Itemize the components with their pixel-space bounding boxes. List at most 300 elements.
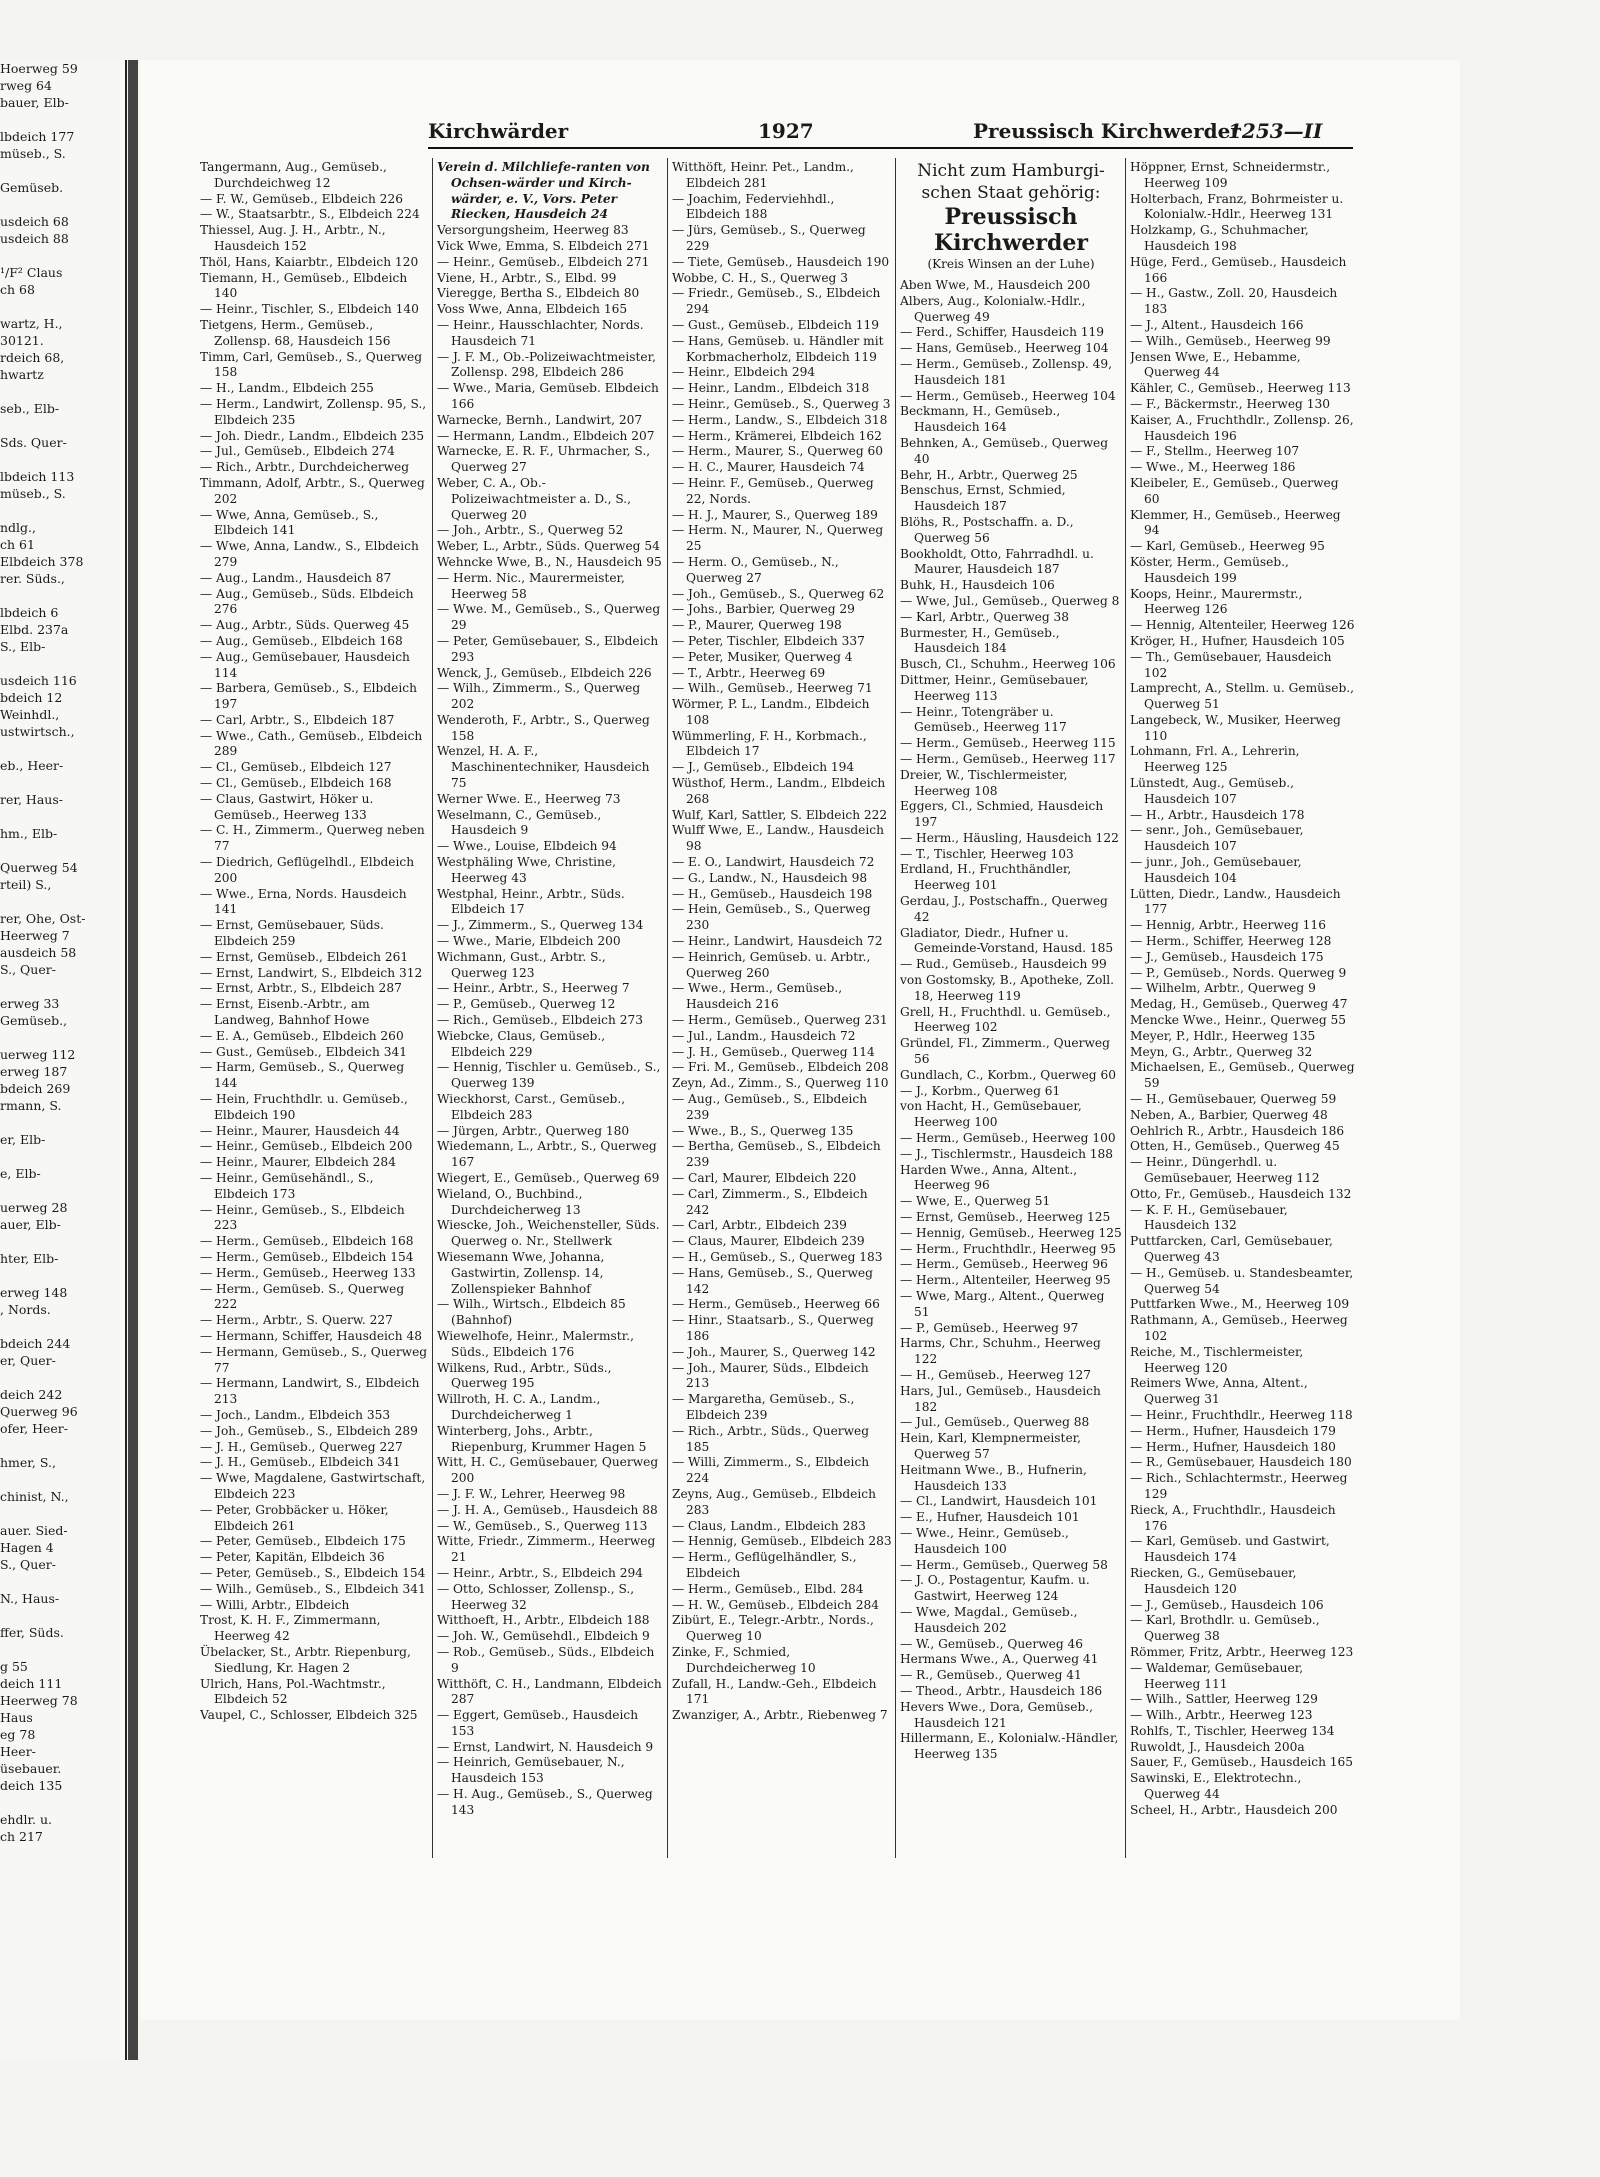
directory-entry: Wulf, Karl, Sattler, S. Elbdeich 222	[672, 807, 888, 822]
directory-entry: Gundlach, C., Korbm., Querweg 60	[900, 1067, 1116, 1082]
directory-entry: Wüsthof, Herm., Landm., Elbdeich 268	[672, 776, 886, 806]
directory-entry: — T., Arbtr., Heerweg 69	[672, 665, 826, 680]
directory-entry: — senr., Joh., Gemüsebauer, Hausdeich 107	[1130, 823, 1304, 854]
directory-entry: Römmer, Fritz, Arbtr., Heerweg 123	[1130, 1644, 1354, 1659]
directory-entry: — Willi, Arbtr., Elbdeich	[200, 1597, 350, 1612]
column-rule	[667, 158, 668, 1858]
strip-line: deich 135	[0, 1778, 63, 1793]
directory-entry: — C. H., Zimmerm., Querweg neben 77	[200, 823, 425, 854]
strip-line: deich 242	[0, 1387, 63, 1402]
directory-entry: — Hans, Gemüseb., S., Querweg 142	[672, 1265, 873, 1296]
strip-line: bauer, Elb-	[0, 95, 69, 110]
directory-entry: — R., Gemüseb., Querweg 41	[900, 1668, 1082, 1683]
directory-entry: — Herm. N., Maurer, N., Querweg 25	[672, 523, 884, 554]
directory-entry: — H., Gemüsebauer, Querweg 59	[1130, 1092, 1337, 1107]
strip-line: hmer, S.,	[0, 1455, 56, 1470]
directory-entry: — Heinr., Elbdeich 294	[672, 365, 816, 380]
strip-line: deich 111	[0, 1676, 63, 1691]
strip-line	[0, 196, 125, 213]
directory-entry: — Herm., Gemüseb., Heerweg 96	[900, 1257, 1108, 1272]
directory-entry: — Herm., Schiffer, Heerweg 128	[1130, 934, 1332, 949]
directory-entry: — Karl, Brothdlr. u. Gemüseb., Querweg 38	[1130, 1613, 1320, 1644]
directory-entry: Behr, H., Arbtr., Querweg 25	[900, 467, 1078, 482]
directory-entry: — Herm., Gemüseb., Heerweg 100	[900, 1131, 1116, 1146]
directory-entry: — Friedr., Gemüseb., S., Elbdeich 294	[672, 286, 881, 317]
strip-line: bdeich 12	[0, 690, 63, 705]
directory-entry: Witthoeft, H., Arbtr., Elbdeich 188	[437, 1613, 650, 1628]
directory-entry: — Aug., Gemüsebauer, Hausdeich 114	[200, 649, 410, 680]
directory-entry: Wiebcke, Claus, Gemüseb., Elbdeich 229	[437, 1028, 606, 1059]
directory-entry: — Heinrich, Gemüseb. u. Arbtr., Querweg 260	[672, 949, 871, 980]
directory-entry: — Gust., Gemüseb., Elbdeich 119	[672, 317, 879, 332]
strip-line	[0, 842, 125, 859]
directory-entry: — Joh., Maurer, Süds., Elbdeich 213	[672, 1360, 869, 1391]
strip-line: g 55	[0, 1659, 28, 1674]
directory-entry: Wichmann, Gust., Arbtr. S., Querweg 123	[437, 949, 606, 980]
strip-line: hm., Elb-	[0, 826, 58, 841]
directory-entry: Reiche, M., Tischlermeister, Heerweg 120	[1130, 1344, 1304, 1375]
directory-entry: Scheel, H., Arbtr., Hausdeich 200	[1130, 1802, 1338, 1817]
directory-entry: Timmann, Adolf, Arbtr., S., Querweg 202	[200, 475, 425, 506]
directory-entry: — P., Gemüseb., Querweg 12	[437, 997, 616, 1012]
directory-entry: — Karl, Gemüseb., Heerweg 95	[1130, 539, 1325, 554]
directory-entry: — Rich., Arbtr., Durchdeicherweg	[200, 460, 410, 475]
section-title-2: Kirchwerder	[934, 230, 1088, 256]
strip-line: erweg 148	[0, 1285, 68, 1300]
directory-entry: Aben Wwe, M., Hausdeich 200	[900, 278, 1091, 292]
directory-entry: Kröger, H., Hufner, Hausdeich 105	[1130, 633, 1345, 648]
directory-entry: — Ernst, Eisenb.-Arbtr., am Landweg, Bahnhof Howe	[200, 997, 370, 1028]
strip-line	[0, 1573, 125, 1590]
strip-line: rer, Haus-	[0, 792, 63, 807]
page-header	[428, 117, 1353, 149]
strip-line: Elbd. 237a	[0, 622, 69, 637]
strip-line: auer, Elb-	[0, 1217, 61, 1232]
strip-line	[0, 1437, 125, 1454]
directory-entry: — Rob., Gemüseb., Süds., Elbdeich 9	[437, 1644, 655, 1675]
directory-entry: Versorgungsheim, Heerweg 83	[437, 223, 629, 238]
strip-line	[0, 808, 125, 825]
directory-entry: — Wwe, E., Querweg 51	[900, 1194, 1051, 1209]
strip-line: ausdeich 58	[0, 945, 77, 960]
directory-entry: — F., Bäckermstr., Heerweg 130	[1130, 396, 1330, 411]
directory-entry: — E. A., Gemüseb., Elbdeich 260	[200, 1028, 404, 1043]
directory-entry: Zwanziger, A., Arbtr., Riebenweg 7	[672, 1708, 888, 1723]
directory-entry: — Herm., Landw., S., Elbdeich 318	[672, 412, 888, 427]
strip-line: lbdeich 177	[0, 129, 75, 144]
column-rule	[1125, 158, 1126, 1858]
directory-entry: — Herm., Hufner, Hausdeich 180	[1130, 1439, 1336, 1454]
strip-line: ch 61	[0, 537, 35, 552]
strip-line: auer. Sied-	[0, 1523, 68, 1538]
directory-entry: Behnken, A., Gemüseb., Querweg 40	[900, 435, 1109, 466]
directory-entry: — E. O., Landwirt, Hausdeich 72	[672, 855, 875, 870]
directory-entry: Kaiser, A., Fruchthdlr., Zollensp. 26, Hausdeich 196	[1130, 412, 1354, 443]
directory-entry: — Waldemar, Gemüsebauer, Heerweg 111	[1130, 1660, 1304, 1691]
strip-line	[0, 1607, 125, 1624]
directory-entry: Westphäling Wwe, Christine, Heerweg 43	[437, 855, 616, 885]
directory-entry: — Heinr., Maurer, Hausdeich 44	[200, 1123, 400, 1138]
directory-entry: — Willi, Zimmerm., S., Elbdeich 224	[672, 1455, 870, 1486]
directory-entry: — Peter, Grobbäcker u. Höker, Elbdeich 261	[200, 1502, 389, 1533]
strip-line: S., Quer-	[0, 962, 56, 977]
directory-entry: — Herm., Gemüseb. S., Querweg 222	[200, 1281, 405, 1312]
strip-line: erweg 33	[0, 996, 60, 1011]
directory-entry: — Wwe., Maria, Gemüseb. Elbdeich 166	[437, 381, 659, 411]
directory-entry: Benschus, Ernst, Schmied, Hausdeich 187	[900, 483, 1066, 514]
directory-entry: Sawinski, E., Elektrotechn., Querweg 44	[1130, 1771, 1302, 1802]
directory-entry: Rohlfs, T., Tischler, Heerweg 134	[1130, 1723, 1335, 1738]
directory-entry: — F. W., Gemüseb., Elbdeich 226	[200, 191, 403, 206]
directory-entry: Riecken, G., Gemüsebauer, Hausdeich 120	[1130, 1565, 1297, 1596]
strip-line	[0, 587, 125, 604]
directory-entry: — J. H., Gemüseb., Elbdeich 341	[200, 1455, 401, 1470]
strip-line: Querweg 96	[0, 1404, 78, 1419]
directory-entry: — Wwe, Anna, Gemüseb., S., Elbdeich 141	[200, 507, 379, 538]
directory-entry: Otten, H., Gemüseb., Querweg 45	[1130, 1139, 1340, 1154]
directory-entry: Wiegert, E., Gemüseb., Querweg 69	[437, 1171, 660, 1185]
directory-entry: — Herm., Gemüseb., Elbdeich 154	[200, 1249, 414, 1264]
directory-entry: — Peter, Musiker, Querweg 4	[672, 649, 853, 664]
directory-entry: — Aug., Landm., Hausdeich 87	[200, 570, 392, 585]
directory-entry: — R., Gemüsebauer, Hausdeich 180	[1130, 1455, 1352, 1470]
directory-entry: — Ernst, Gemüseb., Heerweg 125	[900, 1210, 1111, 1225]
directory-entry: — Wwe., Erna, Nords. Hausdeich 141	[200, 886, 407, 917]
directory-entry: Wiesemann Wwe, Johanna, Gastwirtin, Zollensp. 14, Zollenspieker Bahnhof	[437, 1249, 605, 1296]
directory-entry: Warnecke, E. R. F., Uhrmacher, S., Querweg 27	[437, 444, 651, 475]
strip-line	[0, 1471, 125, 1488]
strip-line	[0, 1029, 125, 1046]
directory-entry: — J. H., Gemüseb., Querweg 227	[200, 1439, 403, 1454]
strip-line: Hagen 4	[0, 1540, 54, 1555]
directory-entry: — W., Gemüseb., Querweg 46	[900, 1636, 1084, 1651]
directory-entry: Harms, Chr., Schuhm., Heerweg 122	[900, 1336, 1101, 1367]
directory-entry: — Carl, Arbtr., S., Elbdeich 187	[200, 712, 395, 727]
directory-entry: Tietgens, Herm., Gemüseb., Zollensp. 68, Hausdeich 156	[200, 317, 391, 348]
directory-entry: — H., Gastw., Zoll. 20, Hausdeich 183	[1130, 286, 1338, 317]
directory-entry: — Ferd., Schiffer, Hausdeich 119	[900, 325, 1105, 340]
strip-line: Querweg 54	[0, 860, 78, 875]
strip-line: usdeich 88	[0, 231, 69, 246]
strip-line: ffer, Süds.	[0, 1625, 64, 1640]
directory-entry: Verein d. Milchliefe-ranten von Ochsen-wärder und Kirch-wärder, e. V., Vors. Peter Riecken, Hausdeich 24	[437, 160, 650, 222]
directory-entry: — Cl., Landwirt, Hausdeich 101	[900, 1494, 1098, 1509]
directory-entry: — Herm., Maurer, S., Querweg 60	[672, 444, 884, 459]
strip-line	[0, 740, 125, 757]
directory-entry: Wieland, O., Buchbind., Durchdeicherweg 13	[437, 1186, 583, 1217]
directory-entry: — Diedrich, Geflügelhdl., Elbdeich 200	[200, 855, 415, 885]
directory-entry: — Otto, Schlosser, Zollensp., S., Heerweg 32	[437, 1581, 635, 1612]
section-entries	[900, 278, 1122, 1763]
strip-line: S., Quer-	[0, 1557, 56, 1572]
directory-entry: Wümmerling, F. H., Korbmach., Elbdeich 17	[672, 728, 867, 759]
directory-entry: — Karl, Arbtr., Querweg 38	[900, 609, 1070, 624]
directory-entry: Burmester, H., Gemüseb., Hausdeich 184	[900, 625, 1060, 656]
directory-entry: Koops, Heinr., Maurermstr., Heerweg 126	[1130, 586, 1303, 617]
directory-entry: — Aug., Gemüseb., Süds. Elbdeich 276	[200, 586, 414, 617]
strip-line: Sds. Quer-	[0, 435, 67, 450]
directory-entry: Hevers Wwe., Dora, Gemüseb., Hausdeich 121	[900, 1699, 1094, 1730]
previous-page-strip	[0, 60, 127, 2060]
directory-entry: — Peter, Tischler, Elbdeich 337	[672, 633, 865, 648]
strip-line: ch 68	[0, 282, 35, 297]
directory-entry: Rieck, A., Fruchthdlr., Hausdeich 176	[1130, 1502, 1336, 1533]
strip-line: Hoerweg 59	[0, 61, 78, 76]
strip-line: rteil) S.,	[0, 877, 52, 892]
strip-line	[0, 1369, 125, 1386]
directory-entry: — Hein, Fruchthdlr. u. Gemüseb., Elbdeich 190	[200, 1092, 408, 1122]
directory-entry: Lohmann, Frl. A., Lehrerin, Heerweg 125	[1130, 744, 1300, 775]
directory-entry: — G., Landw., N., Hausdeich 98	[672, 870, 868, 885]
directory-entry: — Ernst, Gemüseb., Elbdeich 261	[200, 949, 409, 964]
strip-line	[0, 893, 125, 910]
strip-line: 30121.	[0, 333, 44, 348]
directory-entry: — Hennig, Gemüseb., Heerweg 125	[900, 1225, 1122, 1240]
directory-entry: — H., Gemüseb., Heerweg 127	[900, 1367, 1092, 1382]
directory-entry: Dreier, W., Tischlermeister, Heerweg 108	[900, 767, 1068, 798]
strip-line: Gemüseb.,	[0, 1013, 68, 1028]
directory-entry: — Herm., Gemüseb., Elbd. 284	[672, 1581, 864, 1596]
directory-entry: — Joh., Maurer, S., Querweg 142	[672, 1344, 876, 1359]
directory-entry: Medag, H., Gemüseb., Querweg 47	[1130, 997, 1348, 1012]
strip-line	[0, 111, 125, 128]
directory-entry: — P., Gemüseb., Nords. Querweg 9	[1130, 965, 1347, 980]
directory-entry: — Joch., Landm., Elbdeich 353	[200, 1407, 391, 1422]
directory-entry: Witthöft, C. H., Landmann, Elbdeich 287	[437, 1676, 662, 1707]
directory-entry: Lütten, Diedr., Landw., Hausdeich 177	[1130, 886, 1341, 917]
directory-entry: — Heinr., Landwirt, Hausdeich 72	[672, 934, 883, 949]
directory-entry: Hermans Wwe., A., Querweg 41	[900, 1652, 1099, 1667]
directory-entry: — Herm., Arbtr., S. Querw. 227	[200, 1313, 393, 1328]
directory-entry: Gerdau, J., Postschaffn., Querweg 42	[900, 894, 1108, 924]
directory-entry: Albers, Aug., Kolonialw.-Hdlr., Querweg 49	[900, 293, 1086, 324]
directory-entry: — Rich., Gemüseb., Elbdeich 273	[437, 1013, 643, 1028]
directory-entry: — junr., Joh., Gemüsebauer, Hausdeich 104	[1130, 855, 1302, 885]
directory-entry: Zeyns, Aug., Gemüseb., Elbdeich 283	[672, 1486, 876, 1517]
directory-entry: — H., Gemüseb. u. Standesbeamter, Querweg 54	[1130, 1265, 1354, 1296]
directory-entry: — Wwe, Jul., Gemüseb., Querweg 8	[900, 593, 1120, 608]
directory-entry: — Aug., Gemüseb., S., Elbdeich 239	[672, 1092, 868, 1122]
directory-entry: — Peter, Gemüsebauer, S., Elbdeich 293	[437, 633, 659, 664]
directory-entry: — Heinr., Düngerhdl. u. Gemüsebauer, Heerweg 112	[1130, 1155, 1320, 1185]
directory-entry: — Heinr., Gemüseb., Elbdeich 271	[437, 254, 650, 269]
directory-entry: — K. F. H., Gemüsebauer, Hausdeich 132	[1130, 1202, 1288, 1233]
directory-entry: Winterberg, Johs., Arbtr., Riepenburg, Krummer Hagen 5	[437, 1423, 647, 1454]
directory-entry: — Herm. O., Gemüseb., N., Querweg 27	[672, 554, 839, 585]
directory-entry: Klemmer, H., Gemüseb., Heerweg 94	[1130, 507, 1341, 538]
directory-entry: — Heinr. F., Gemüseb., Querweg 22, Nords.	[672, 475, 874, 506]
strip-line: ¹/F² Claus	[0, 265, 63, 280]
directory-entry: Viene, H., Arbtr., S., Elbd. 99	[437, 270, 617, 285]
directory-entry: Holterbach, Franz, Bohrmeister u. Kolonialw.-Hdlr., Heerweg 131	[1130, 191, 1344, 222]
directory-entry: — Wwe., B., S., Querweg 135	[672, 1123, 854, 1138]
directory-entry: — Cl., Gemüseb., Elbdeich 127	[200, 760, 392, 775]
strip-line: rweg 64	[0, 78, 52, 93]
directory-entry: — Wwe., M., Heerweg 186	[1130, 460, 1296, 475]
directory-entry: — Heinr., Gemüsehändl., S., Elbdeich 173	[200, 1171, 374, 1201]
directory-entry: — Hermann, Landm., Elbdeich 207	[437, 428, 655, 443]
directory-entry: Zinke, F., Schmied, Durchdeicherweg 10	[672, 1644, 816, 1675]
header-left: Kirchwärder	[428, 119, 569, 143]
directory-entry: — Aug., Gemüseb., Elbdeich 168	[200, 633, 403, 648]
strip-line	[0, 1148, 125, 1165]
strip-line: rer, Ohe, Ost-	[0, 911, 86, 926]
directory-entry: — P., Maurer, Querweg 198	[672, 618, 842, 633]
directory-entry: Köster, Herm., Gemüseb., Hausdeich 199	[1130, 554, 1289, 585]
strip-line: hter, Elb-	[0, 1251, 59, 1266]
strip-line	[0, 1505, 125, 1522]
directory-entry: — Herm., Fruchthdlr., Heerweg 95	[900, 1241, 1116, 1256]
directory-entry: — J. H., Gemüseb., Querweg 114	[672, 1044, 875, 1059]
strip-line	[0, 298, 125, 315]
strip-line	[0, 1267, 125, 1284]
directory-entry: — Hinr., Staatsarb., S., Querweg 186	[672, 1313, 874, 1343]
directory-entry: — Wilh., Zimmerm., S., Querweg 202	[437, 681, 641, 712]
directory-entry: Reimers Wwe, Anna, Altent., Querweg 31	[1130, 1376, 1308, 1407]
directory-entry: Trost, K. H. F., Zimmermann, Heerweg 42	[200, 1613, 381, 1644]
strip-line: ofer, Heer-	[0, 1421, 68, 1436]
directory-entry: — Heinr., Gemüseb., Elbdeich 200	[200, 1139, 413, 1154]
directory-entry: Weber, C. A., Ob.-Polizeiwachtmeister a. D., S., Querweg 20	[437, 475, 632, 522]
directory-entry: — Rud., Gemüseb., Hausdeich 99	[900, 957, 1107, 972]
section-line-1: Nicht zum Hamburgi-	[917, 161, 1105, 181]
directory-entry: — F., Stellm., Heerweg 107	[1130, 444, 1300, 459]
directory-entry: Höppner, Ernst, Schneidermstr., Heerweg 109	[1130, 160, 1331, 190]
directory-entry: — H., Arbtr., Hausdeich 178	[1130, 807, 1305, 822]
directory-entry: — J., Tischlermstr., Hausdeich 188	[900, 1146, 1114, 1161]
directory-entry: Kähler, C., Gemüseb., Heerweg 113	[1130, 381, 1351, 396]
directory-entry: Hein, Karl, Klempnermeister, Querweg 57	[900, 1431, 1082, 1461]
strip-line	[0, 417, 125, 434]
directory-column-4	[900, 160, 1122, 1860]
directory-entry: Westphal, Heinr., Arbtr., Süds. Elbdeich 17	[437, 886, 625, 917]
directory-entry: — H. C., Maurer, Hausdeich 74	[672, 460, 865, 475]
directory-entry: Blöhs, R., Postschaffn. a. D., Querweg 56	[900, 514, 1074, 545]
directory-column-2	[437, 160, 663, 1860]
directory-entry: — Wwe., Heinr., Gemüseb., Hausdeich 100	[900, 1525, 1069, 1556]
directory-entry: — Wilh., Sattler, Heerweg 129	[1130, 1692, 1318, 1707]
header-year: 1927	[758, 119, 814, 143]
directory-entry: — Ernst, Gemüsebauer, Süds. Elbdeich 259	[200, 918, 384, 949]
strip-line: usdeich 116	[0, 673, 77, 688]
directory-entry: — Heinr., Tischler, S., Elbdeich 140	[200, 302, 419, 317]
directory-entry: Zibürt, E., Telegr.-Arbtr., Nords., Querweg 10	[672, 1613, 874, 1644]
strip-line: uerweg 112	[0, 1047, 76, 1062]
column-rule	[895, 158, 896, 1858]
section-heading	[900, 160, 1122, 272]
directory-entry: Grell, H., Fruchthdl. u. Gemüseb., Heerweg 102	[900, 1004, 1111, 1035]
directory-entry: — J. F. W., Lehrer, Heerweg 98	[437, 1486, 626, 1501]
directory-entry: Tiemann, H., Gemüseb., Elbdeich 140	[200, 270, 408, 301]
directory-entry: — Herm., Gemüseb., Heerweg 115	[900, 736, 1116, 751]
strip-line	[0, 1182, 125, 1199]
directory-entry: — Rich., Arbtr., Süds., Querweg 185	[672, 1423, 870, 1454]
directory-entry: — Peter, Gemüseb., S., Elbdeich 154	[200, 1565, 426, 1580]
directory-entry: — H., Landm., Elbdeich 255	[200, 381, 374, 396]
directory-entry: Dittmer, Heinr., Gemüsebauer, Heerweg 113	[900, 672, 1089, 703]
directory-entry: — Wwe. M., Gemüseb., S., Querweg 29	[437, 602, 661, 633]
directory-entry: — Theod., Arbtr., Hausdeich 186	[900, 1683, 1103, 1698]
directory-entry: Warnecke, Bernh., Landwirt, 207	[437, 412, 643, 427]
directory-entry: — Joh., Gemüseb., S., Elbdeich 289	[200, 1423, 418, 1438]
directory-entry: — Joh. Diedr., Landm., Elbdeich 235	[200, 428, 425, 443]
directory-entry: — Hermann, Gemüseb., S., Querweg 77	[200, 1344, 428, 1375]
directory-entry: — Herm., Krämerei, Elbdeich 162	[672, 428, 882, 443]
directory-entry: Thöl, Hans, Kaiarbtr., Elbdeich 120	[200, 254, 419, 269]
directory-entry: — Joh. W., Gemüsehdl., Elbdeich 9	[437, 1629, 650, 1644]
strip-line: Haus	[0, 1710, 33, 1725]
strip-line: ch 217	[0, 1829, 43, 1844]
directory-entry: — Claus, Gastwirt, Höker u. Gemüseb., Heerweg 133	[200, 791, 374, 822]
strip-line	[0, 1641, 125, 1658]
directory-entry: — Hermann, Landwirt, S., Elbdeich 213	[200, 1376, 420, 1407]
strip-line: S., Elb-	[0, 639, 46, 654]
strip-line: hwartz	[0, 367, 44, 382]
directory-entry: Gladiator, Diedr., Hufner u. Gemeinde-Vorstand, Hausd. 185	[900, 925, 1114, 956]
directory-entry: — Wilh., Gemüseb., Heerweg 99	[1130, 333, 1331, 348]
directory-entry: Weselmann, C., Gemüseb., Hausdeich 9	[437, 807, 602, 838]
directory-entry: — Heinr., Fruchthdlr., Heerweg 118	[1130, 1407, 1353, 1422]
directory-entry: Wörmer, P. L., Landm., Elbdeich 108	[672, 697, 870, 727]
directory-entry: Wieckhorst, Carst., Gemüseb., Elbdeich 283	[437, 1092, 626, 1122]
directory-entry: — Wilh., Arbtr., Heerweg 123	[1130, 1708, 1313, 1723]
directory-entry: Wulff Wwe, E., Landw., Hausdeich 98	[672, 823, 884, 854]
directory-entry: — Joh., Arbtr., S., Querweg 52	[437, 523, 624, 538]
section-title-1: Preussisch	[944, 204, 1078, 230]
directory-entry: — Wwe, Magdalene, Gastwirtschaft, Elbdeich 223	[200, 1471, 426, 1501]
strip-line: bdeich 244	[0, 1336, 71, 1351]
directory-entry: — Heinr., Totengräber u. Gemüseb., Heerweg 117	[900, 704, 1067, 735]
directory-entry: — Carl, Zimmerm., S., Elbdeich 242	[672, 1186, 868, 1217]
directory-entry: — Heinr., Maurer, Elbdeich 284	[200, 1155, 396, 1170]
directory-entry: Rathmann, A., Gemüseb., Heerweg 102	[1130, 1313, 1348, 1343]
directory-entry: — Carl, Maurer, Elbdeich 220	[672, 1171, 857, 1185]
directory-entry: — Wwe, Magdal., Gemüseb., Hausdeich 202	[900, 1604, 1078, 1635]
directory-entry: — Jul., Gemüseb., Elbdeich 274	[200, 444, 395, 459]
directory-entry: Wobbe, C. H., S., Querweg 3	[672, 270, 848, 285]
directory-entry: — Johs., Barbier, Querweg 29	[672, 602, 855, 617]
directory-column-1	[200, 160, 428, 1860]
directory-column-3	[672, 160, 892, 1860]
directory-entry: — Hennig, Tischler u. Gemüseb., S., Querweg 139	[437, 1060, 661, 1091]
directory-entry: Gründel, Fl., Zimmerm., Querweg 56	[900, 1036, 1110, 1067]
directory-entry: — Heinrich, Gemüsebauer, N., Hausdeich 153	[437, 1755, 625, 1786]
directory-entry: Langebeck, W., Musiker, Heerweg 110	[1130, 712, 1341, 743]
directory-entry: — Wilh., Wirtsch., Elbdeich 85 (Bahnhof)	[437, 1297, 626, 1328]
directory-entry: — E., Hufner, Hausdeich 101	[900, 1510, 1080, 1525]
directory-entry: Ruwoldt, J., Hausdeich 200a	[1130, 1739, 1305, 1754]
strip-line	[0, 655, 125, 672]
directory-entry: — J. O., Postagentur, Kaufm. u. Gastwirt, Heerweg 124	[900, 1573, 1090, 1604]
directory-entry: — H. J., Maurer, S., Querweg 189	[672, 507, 878, 522]
directory-entry: von Hacht, H., Gemüsebauer, Heerweg 100	[900, 1099, 1082, 1130]
strip-line: lbdeich 6	[0, 605, 59, 620]
directory-entry: — Jul., Gemüseb., Querweg 88	[900, 1415, 1090, 1430]
directory-entry: Ulrich, Hans, Pol.-Wachtmstr., Elbdeich 52	[200, 1676, 386, 1707]
directory-entry: Zeyn, Ad., Zimm., S., Querweg 110	[672, 1076, 889, 1091]
directory-entry: — Wilh., Gemüseb., S., Elbdeich 341	[200, 1581, 426, 1596]
strip-line	[0, 774, 125, 791]
strip-line: eb., Heer-	[0, 758, 64, 773]
directory-entry: Witthöft, Heinr. Pet., Landm., Elbdeich 281	[672, 160, 854, 190]
directory-entry: — Herm., Gemüseb., Heerweg 133	[200, 1265, 416, 1280]
directory-entry: — Jürgen, Arbtr., Querweg 180	[437, 1123, 630, 1138]
directory-entry: Michaelsen, E., Gemüseb., Querweg 59	[1130, 1060, 1355, 1091]
directory-entry: Meyn, G., Arbtr., Querweg 32	[1130, 1044, 1313, 1059]
strip-line: Heer-	[0, 1744, 36, 1759]
directory-entry: — Heinr., Arbtr., S., Heerweg 7	[437, 981, 630, 996]
directory-entry: Eggers, Cl., Schmied, Hausdeich 197	[900, 799, 1104, 830]
